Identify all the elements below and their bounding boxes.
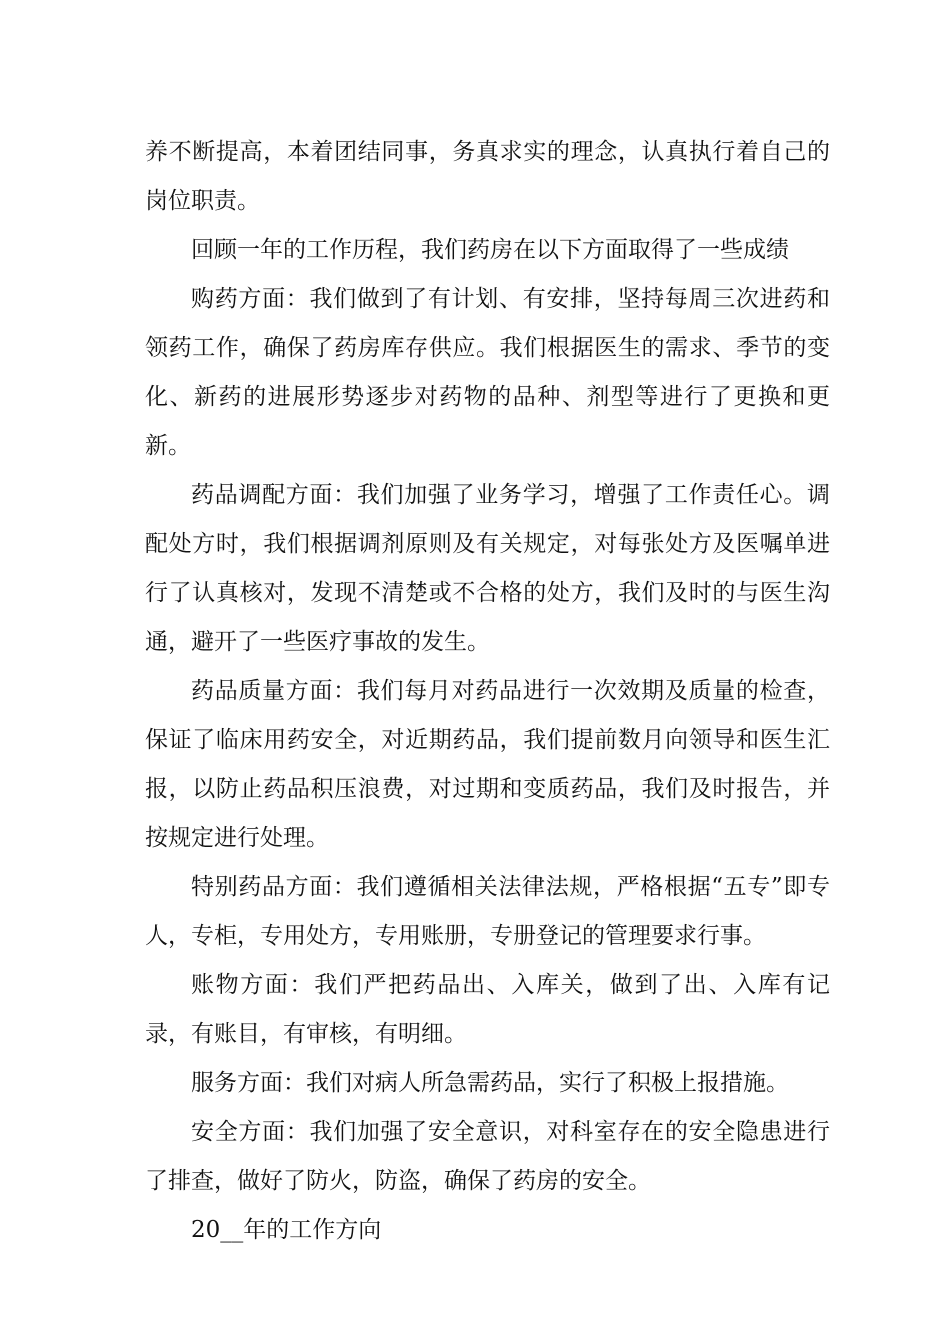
paragraph-3: 购药方面：我们做到了有计划、有安排，坚持每周三次进药和领药工作，确保了药房库存供应。我们根据医生的需求、季节的变化、新药的进展形势逐步对药物的品种、剂型等进行了更换和更新。 <box>145 286 830 459</box>
paragraph-2: 回顾一年的工作历程，我们药房在以下方面取得了一些成绩 <box>191 237 789 263</box>
paragraph-4: 药品调配方面：我们加强了业务学习，增强了工作责任心。调配处方时，我们根据调剂原则及有关规定，对每张处方及医嘱单进行了认真核对，发现不清楚或不合格的处方，我们及时的与医生沟通，避开了一些医疗事故的发生。 <box>145 482 830 655</box>
document-body <box>145 128 830 1255</box>
paragraph-1: 养不断提高，本着团结同事，务真求实的理念，认真执行着自己的岗位职责。 <box>145 139 830 214</box>
paragraph-10: 20__年的工作方向 <box>191 1217 382 1243</box>
paragraph-8: 服务方面：我们对病人所急需药品，实行了积极上报措施。 <box>191 1070 789 1096</box>
paragraph-9: 安全方面：我们加强了安全意识，对科室存在的安全隐患进行了排查，做好了防火，防盗，确保了药房的安全。 <box>145 1119 830 1194</box>
paragraph-6: 特别药品方面：我们遵循相关法律法规，严格根据“五专”即专人，专柜，专用处方，专用账册，专册登记的管理要求行事。 <box>145 874 830 949</box>
paragraph-7: 账物方面：我们严把药品出、入库关，做到了出、入库有记录，有账目，有审核，有明细。 <box>145 972 830 1047</box>
paragraph-5: 药品质量方面：我们每月对药品进行一次效期及质量的检查，保证了临床用药安全，对近期药品，我们提前数月向领导和医生汇报，以防止药品积压浪费，对过期和变质药品，我们及时报告，并按规定进行处理。 <box>145 678 830 851</box>
